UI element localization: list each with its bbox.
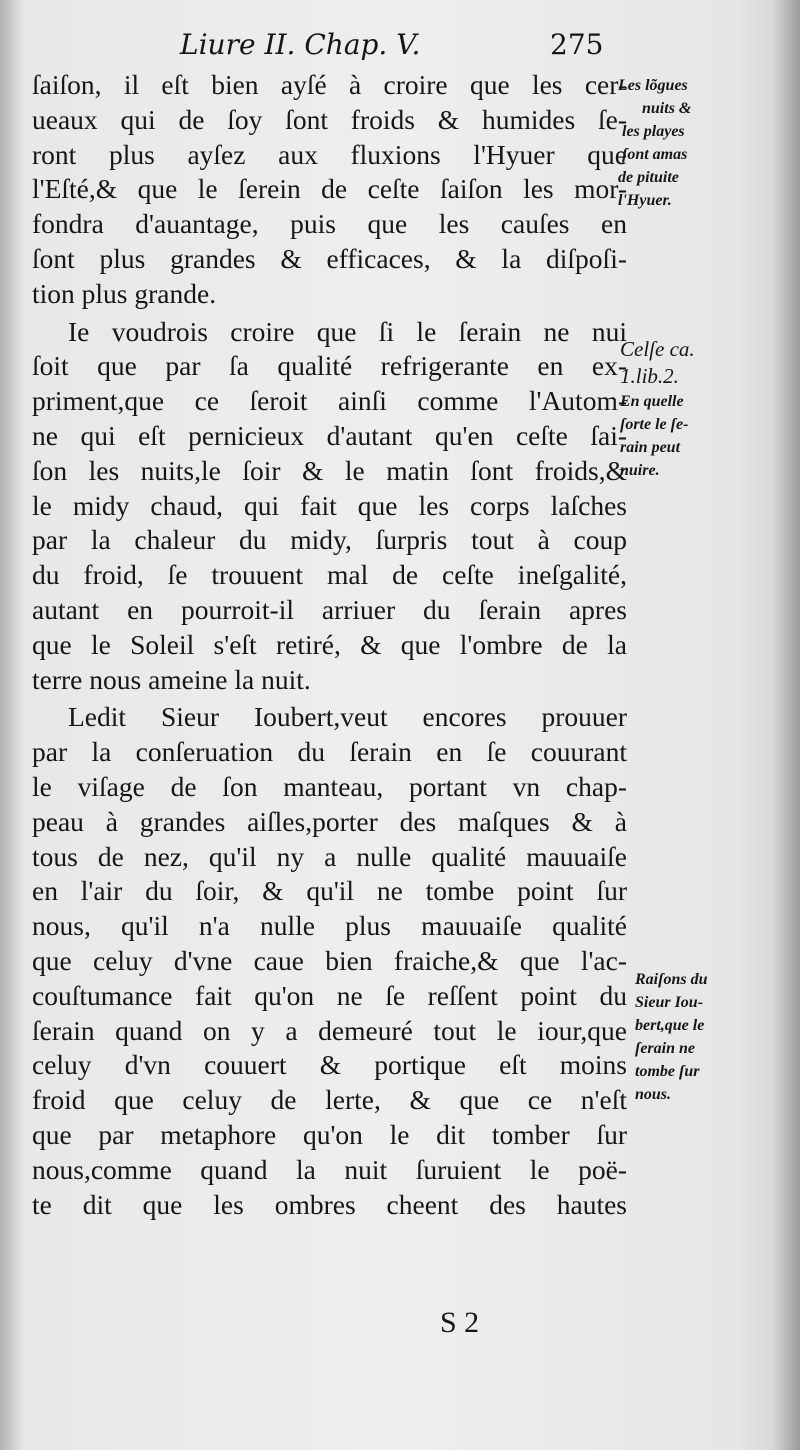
text-line: que par metaphore qu'on le dit tomber ſur bbox=[32, 1118, 627, 1150]
text-line: priment,que ce ſeroit ainſi comme l'Autom- bbox=[32, 385, 627, 417]
margin-note-long-nights bbox=[618, 74, 773, 212]
text-line: te dit que les ombres cheent des hautes bbox=[32, 1188, 627, 1220]
text-line: Ie voudrois croire que ſi le ſerain ne nui bbox=[68, 315, 627, 347]
text-line: terre nous ameine la nuit. bbox=[32, 663, 311, 695]
note-line: ſont amas bbox=[622, 146, 688, 163]
text-line: couſtumance fait qu'on ne ſe reſſent point du bbox=[32, 979, 627, 1011]
text-line: par la chaleur du midy, ſurpris tout à coup bbox=[32, 524, 627, 556]
note-line: Celſe ca. bbox=[620, 337, 695, 361]
text-line: froid que celuy de lerte, & que ce n'eſt bbox=[32, 1084, 627, 1116]
text-line: Ledit Sieur Ioubert,veut encores prouuer bbox=[68, 701, 627, 733]
text-line: ſerain quand on y a demeuré tout le iour,que bbox=[32, 1014, 627, 1046]
note-line: En quelle bbox=[620, 393, 684, 410]
text-line: l'Eſté,& que le ſerein de ceſte ſaiſon les mor- bbox=[32, 173, 627, 205]
text-line: fondra d'auantage, puis que les cauſes en bbox=[32, 208, 627, 240]
margin-note-raisons bbox=[635, 968, 790, 1106]
note-line: Les lõgues bbox=[618, 77, 688, 94]
text-line: tion plus grande. bbox=[32, 277, 217, 309]
paragraph-2 bbox=[32, 315, 627, 698]
note-line: rain peut bbox=[620, 439, 681, 456]
text-line: celuy d'vn couuert & portique eſt moins bbox=[32, 1049, 627, 1081]
paragraph-3 bbox=[32, 700, 627, 1222]
note-line: bert,que le bbox=[635, 1017, 705, 1034]
note-line: l'Hyuer. bbox=[618, 192, 672, 209]
page-edge-shadow bbox=[772, 0, 800, 1450]
text-line: ueaux qui de ſoy ſont froids & humides ſe- bbox=[32, 103, 627, 135]
text-line: nous,comme quand la nuit ſuruient le poë- bbox=[32, 1153, 627, 1185]
text-line: ſoit que par ſa qualité refrigerante en ex- bbox=[32, 350, 627, 382]
text-line: autant en pourroit-il arriuer du ſerain apres bbox=[32, 593, 627, 625]
note-line: nuits & bbox=[642, 100, 692, 117]
note-line: tombe ſur bbox=[635, 1063, 700, 1080]
note-line: nous. bbox=[635, 1086, 672, 1103]
text-line: du froid, ſe trouuent mal de ceſte ineſgalité, bbox=[32, 559, 627, 591]
text-line: ſont plus grandes & efficaces, & la diſpoſi- bbox=[32, 242, 627, 274]
note-line: 1.lib.2. bbox=[620, 364, 679, 388]
text-line: que celuy d'vne caue bien fraiche,& que l'ac- bbox=[32, 944, 627, 976]
text-line: le midy chaud, qui fait que les corps laſches bbox=[32, 489, 627, 521]
note-line: de pituite bbox=[618, 169, 679, 186]
signature-mark: S 2 bbox=[440, 1306, 480, 1339]
text-line: nous, qu'il n'a nulle plus mauuaiſe qualité bbox=[32, 910, 627, 942]
text-line: par la conſeruation du ſerain en ſe couurant bbox=[32, 736, 627, 768]
page-number: 275 bbox=[550, 28, 604, 61]
note-line: ſerain ne bbox=[635, 1040, 695, 1057]
text-line: que le Soleil s'eſt retiré, & que l'ombre de la bbox=[32, 628, 627, 660]
text-line: le viſage de ſon manteau, portant vn chap- bbox=[32, 770, 627, 802]
text-line: ſaiſon, il eſt bien ayſé à croire que les cer- bbox=[32, 69, 627, 100]
text-line: ſon les nuits,le ſoir & le matin ſont froids,& bbox=[32, 454, 627, 486]
text-line: peau à grandes aiſles,porter des maſques & à bbox=[32, 805, 627, 837]
text-line: en l'air du ſoir, & qu'il ne tombe point ſur bbox=[32, 875, 627, 907]
text-line: ne qui eſt pernicieux d'autant qu'en ceſte ſai- bbox=[32, 419, 627, 451]
margin-note-celse bbox=[620, 336, 775, 482]
body-text bbox=[32, 68, 627, 1222]
note-line: les playes bbox=[622, 123, 685, 140]
gutter-shadow bbox=[0, 0, 22, 1450]
running-head: Liure II. Chap. V. bbox=[180, 28, 421, 61]
paragraph-1 bbox=[32, 68, 627, 312]
text-line: ront plus ayſez aux fluxions l'Hyuer que bbox=[32, 138, 627, 170]
note-line: Sieur Iou- bbox=[635, 994, 704, 1011]
text-line: tous de nez, qu'il ny a nulle qualité mauuaiſe bbox=[32, 840, 627, 872]
note-line: Raiſons du bbox=[635, 971, 708, 988]
page-header bbox=[170, 28, 620, 68]
note-line: nuire. bbox=[620, 462, 660, 479]
note-line: ſorte le ſe- bbox=[620, 416, 689, 433]
